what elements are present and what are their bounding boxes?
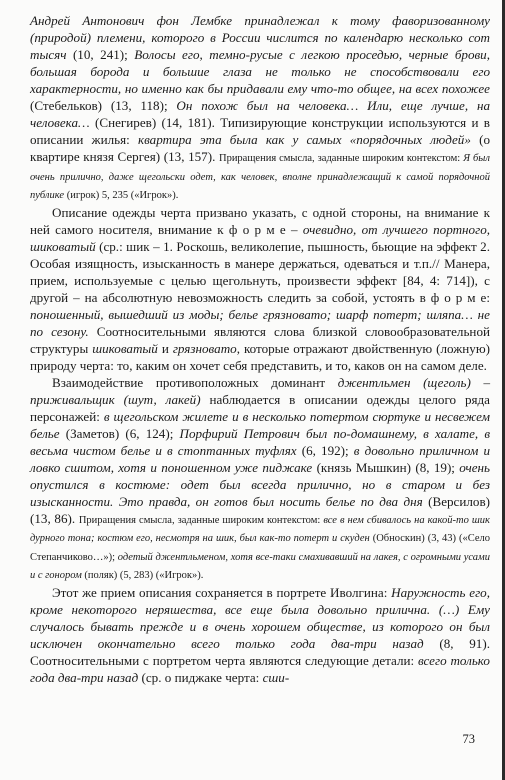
italic-quote: Он похож был на человека… Или, еще лучше, на человека… — [30, 98, 490, 130]
text-run: Приращения смысла, заданные широким контекстом: — [78, 514, 324, 526]
text-run: (о квартире князя Сергея) (13, 157). — [30, 132, 490, 164]
italic-quote: очевидно, от лучшего портного, шиковатый — [30, 221, 491, 254]
italic-quote: джентльмен (щеголь) – приживальщик (шут, лакей) — [30, 374, 490, 407]
page-number: 73 — [462, 732, 475, 746]
italic-quote: грязновато — [172, 340, 237, 356]
paragraph — [30, 12, 490, 204]
italic-quote: Андрей Антонович фон Лембке принадлежал к тому фаворизованному (природой) племени, которого в России числится по календарю несколько сот тысяч — [30, 13, 490, 62]
text-run: (8, 91). Соотносительными с портретом черта являются следующие детали: — [30, 635, 490, 668]
text-run: Приращения смысла, заданные широким контекстом: — [218, 153, 464, 164]
text-run: (10, 241); — [66, 47, 135, 62]
italic-quote: шиковатый — [92, 340, 158, 356]
italic-quote: одетый джентльменом, хотя все-таки смахивавший на лакея, с огромными усами и с гонором — [30, 551, 490, 581]
text-run: (Снегирев) (14, 181). Типизирующие конструкции используются и в описании жилья: — [30, 115, 490, 147]
text-run: Описание одежды черта призвано указать, с одной стороны, на внимание к ней самого носителя, внимание к — [30, 204, 490, 237]
text-run: ф о р м е — [430, 289, 487, 305]
paragraph — [30, 204, 490, 374]
italic-quote: Волосы его, темно-русые с легкою проседью, черные брови, большая борода и большие глаза не только не способствовали его характерности, но именно как бы придавали ему что-то общее, на всех похожее — [30, 47, 490, 96]
italic-quote: сши- — [262, 669, 290, 685]
text-run: (Стебельков) (13, 118); — [30, 98, 177, 113]
text-run: Этот же прием описания сохраняется в портрете Иволгина: — [52, 584, 392, 600]
italic-quote: в щегольском жилете и в несколько потертом сюртуке и несвежем белье — [30, 408, 490, 441]
text-run: (поляк) (5, 283) («Игрок»). — [81, 570, 204, 581]
text-run: ф о р м е — [228, 221, 286, 237]
text-run: Взаимодействие противоположных доминант — [52, 374, 338, 390]
paragraph — [30, 584, 490, 686]
italic-quote: Порфирий Петрович был по-домашнему, в халате, в весьма чистом белье и в стоптанных туфлях — [30, 425, 491, 458]
text-column — [30, 12, 490, 686]
text-run: – — [285, 221, 303, 237]
italic-quote: поношенный, вышедший из моды; белье грязновато; шарф потерт; шляпа… не по сезону. — [30, 306, 490, 339]
text-run: (игрок) 5, 235 («Игрок»). — [64, 190, 179, 201]
paragraph — [30, 374, 490, 584]
italic-quote: в довольно приличном и ловко сшитом, хотя и поношенном уже пиджаке — [30, 442, 490, 475]
italic-quote: всего только года два-три назад — [30, 652, 490, 685]
italic-quote: Я был очень прилично, даже щегольски одет, как человек, вполне принадлежащий к самой порядочной публике — [30, 153, 490, 201]
text-run: (Заметов) (6, 124); — [59, 425, 180, 441]
text-run: , которые отражают двойственную (ложную) природу черта: то, каким он хочет себя представить, и то, каков он на самом деле. — [30, 340, 490, 373]
italic-quote: очень опустился в костюме: одет был всегда прилично, но в старом и без изысканности. Это правда, он готов был носить белье по два дня — [30, 459, 490, 509]
italic-quote: квартира эта была как у самых «порядочных людей» — [137, 132, 471, 147]
text-run: : — [486, 289, 490, 305]
text-run: (ср.: шик – 1. Роскошь, великолепие, пышность, бьющие на эффект 2. Особая изящность, изысканность в манере держаться, одеваться и т.п.// Манера, прием, используемые с целью щегольнуть, произвести эффект [84, 4: 714]), с другой – на абсолютную невозможность следить за собой, устоять в — [30, 238, 490, 305]
text-run: (князь Мышкин) (8, 19); — [312, 459, 460, 475]
text-run: (Обноскин) (3, 43) («Село Степанчиково…»); — [30, 533, 490, 563]
italic-quote: Наружность его, кроме некоторого неряшества, все еще была довольно прилична. (…) Ему случалось бывать прежде и в очень хорошем обществе, из которого он был исключен окончательно всего только года два-три назад — [30, 584, 490, 651]
text-run: (Версилов) (13, 86). — [30, 493, 490, 526]
italic-quote: все в нем сбивалось на какой-то шик дурного тона; костюм его, несмотря на шик, был как-то потерт и скуден — [30, 514, 490, 544]
text-run: Соотносительными являются слова близкой словообразовательной структуры — [30, 323, 490, 356]
text-run: наблюдается в описании одежды целого ряда персонажей: — [30, 391, 490, 424]
text-run: и — [157, 340, 173, 356]
text-run: (ср. о пиджаке черта: — [138, 669, 263, 685]
text-run: (6, 192); — [296, 442, 354, 458]
